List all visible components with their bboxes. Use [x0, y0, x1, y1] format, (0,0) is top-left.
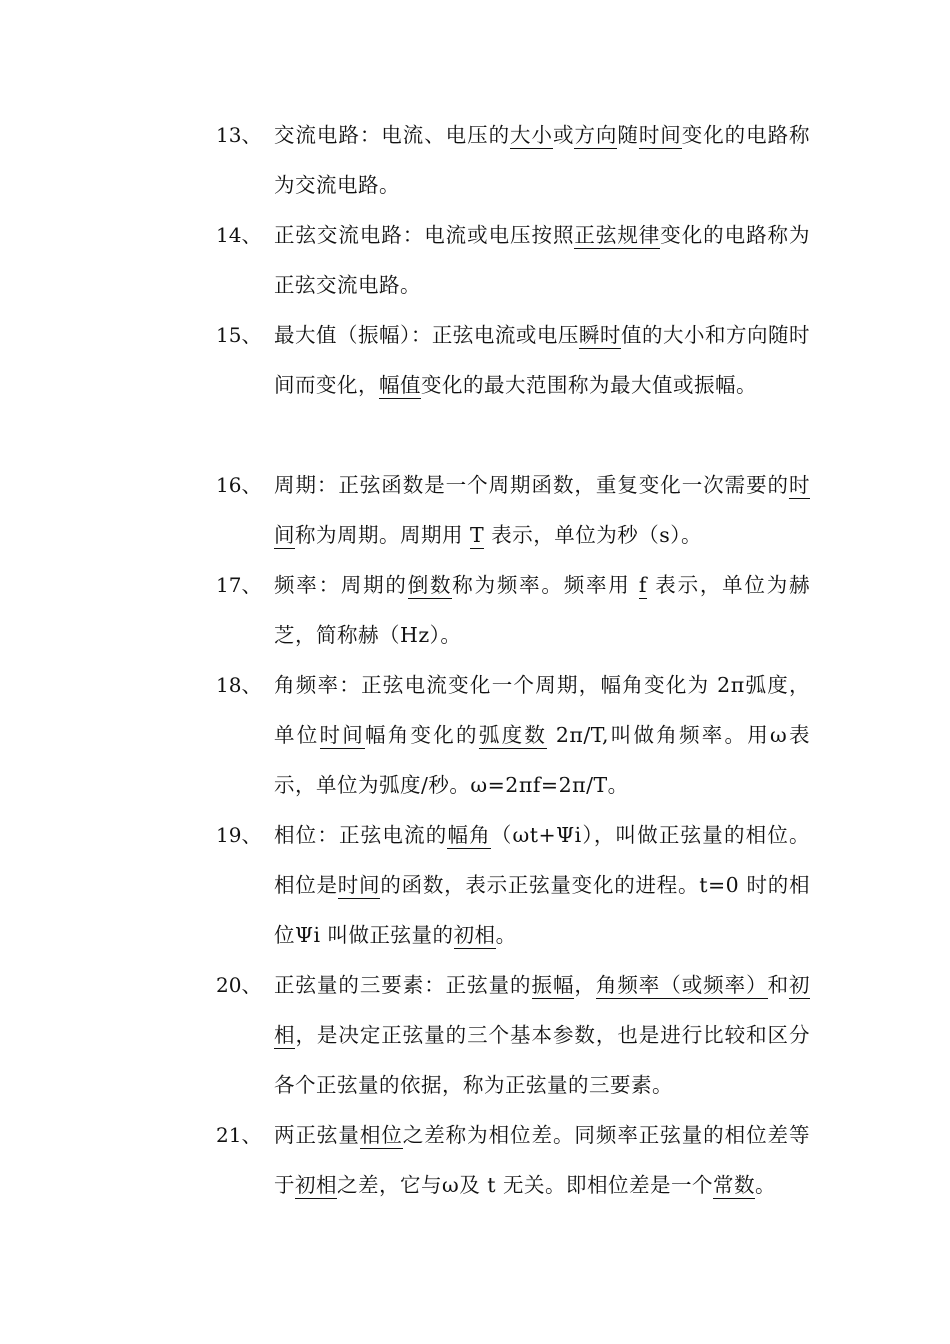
text-segment: 频率：周期的	[274, 573, 408, 597]
item-text	[274, 460, 810, 560]
text-segment: 变化的电路称为正弦交流电路。	[274, 223, 811, 297]
text-segment: 称为周期。周期用	[295, 523, 471, 547]
item-number: 16、	[216, 473, 262, 497]
item-text	[274, 1110, 810, 1210]
item-number: 19、	[216, 823, 262, 847]
text-segment: 最大值（振幅）：正弦电流或电压	[274, 323, 579, 347]
text-segment: 随	[617, 123, 639, 147]
underlined-term: 时间	[274, 473, 810, 547]
underlined-term: 初相	[274, 973, 811, 1047]
item-number: 18、	[216, 673, 262, 697]
text-segment: 称为频率。频率用	[452, 573, 639, 597]
underlined-term: 弧度数	[478, 723, 548, 747]
item-text	[274, 660, 810, 810]
underlined-term: 常数	[713, 1173, 755, 1197]
underlined-term: 时间	[319, 723, 366, 747]
underlined-term: 时间	[638, 123, 682, 147]
text-segment: 交流电路：电流、电压的	[274, 123, 511, 147]
text-segment: 和	[767, 973, 790, 997]
text-segment: ，	[574, 973, 596, 997]
text-segment: 正弦量的三要素：正弦量的	[274, 973, 532, 997]
text-segment: 角频率：正弦电流变化一个周期，幅角变化为 2π弧度，单位	[274, 673, 810, 747]
text-segment: 幅角变化的	[365, 723, 479, 747]
text-segment: 或	[552, 123, 575, 147]
underlined-term: 角频率（或频率）	[595, 973, 768, 997]
item-text	[274, 110, 810, 210]
underlined-term: 正弦规律	[574, 223, 661, 247]
item-number: 21、	[216, 1123, 262, 1147]
item-text	[274, 560, 810, 660]
underlined-term: 初相	[295, 1173, 337, 1197]
text-segment: 相位：正弦电流的	[274, 823, 448, 847]
item-number: 14、	[216, 223, 262, 247]
text-segment: 的函数，表示正弦量变化的进程。t=0 时的相位Ψi 叫做正弦量的	[274, 873, 811, 947]
text-segment: 正弦交流电路：电流或电压按照	[274, 223, 575, 247]
item-text	[274, 810, 810, 960]
underlined-term: 幅角	[447, 823, 491, 847]
underlined-term: 幅值	[379, 373, 421, 397]
item-text	[274, 210, 810, 310]
underlined-term: T	[470, 523, 485, 547]
text-segment: （ωt+Ψi），叫做正弦量的相位。相位是	[274, 823, 810, 897]
underlined-term: 倒数	[407, 573, 453, 597]
underlined-term: 相位	[359, 1123, 403, 1147]
text-segment: 变化的最大范围称为最大值或振幅。	[421, 373, 757, 397]
underlined-term: 时间	[337, 873, 381, 897]
item-number: 17、	[216, 573, 262, 597]
text-segment: 周期：正弦函数是一个周期函数，重复变化一次需要的	[274, 473, 789, 497]
underlined-term: 初相	[453, 923, 496, 947]
underlined-term: 大小	[510, 123, 553, 147]
text-segment: 2π/T,叫做角频率。用ω表示，单位为弧度/秒。ω=2πf=2π/T。	[274, 723, 811, 797]
item-text	[274, 310, 810, 410]
text-segment: 表示，单位为赫芝，简称赫（Hz）。	[274, 573, 810, 647]
text-segment: ，是决定正弦量的三个基本参数，也是进行比较和区分各个正弦量的依据，称为正弦量的三要素。	[274, 1023, 811, 1097]
text-segment: 之差称为相位差。同频率正弦量的相位差等于	[274, 1123, 811, 1197]
item-text	[274, 960, 810, 1110]
text-segment: 两正弦量	[274, 1123, 360, 1147]
text-segment: 。	[495, 923, 517, 947]
text-segment: 值的大小和方向随时间而变化，	[274, 323, 811, 397]
underlined-term: 振幅	[531, 973, 575, 997]
item-number: 13、	[216, 123, 262, 147]
text-segment: 。	[755, 1173, 776, 1197]
item-number: 15、	[216, 323, 262, 347]
underlined-term: 方向	[574, 123, 618, 147]
text-segment: 变化的电路称为交流电路。	[274, 123, 811, 197]
text-segment: 之差，它与ω及 t 无关。即相位差是一个	[337, 1173, 713, 1197]
underlined-term: f	[638, 573, 647, 597]
underlined-term: 瞬时	[578, 323, 621, 347]
item-number: 20、	[216, 973, 262, 997]
text-segment: 表示，单位为秒（s）。	[484, 523, 703, 547]
